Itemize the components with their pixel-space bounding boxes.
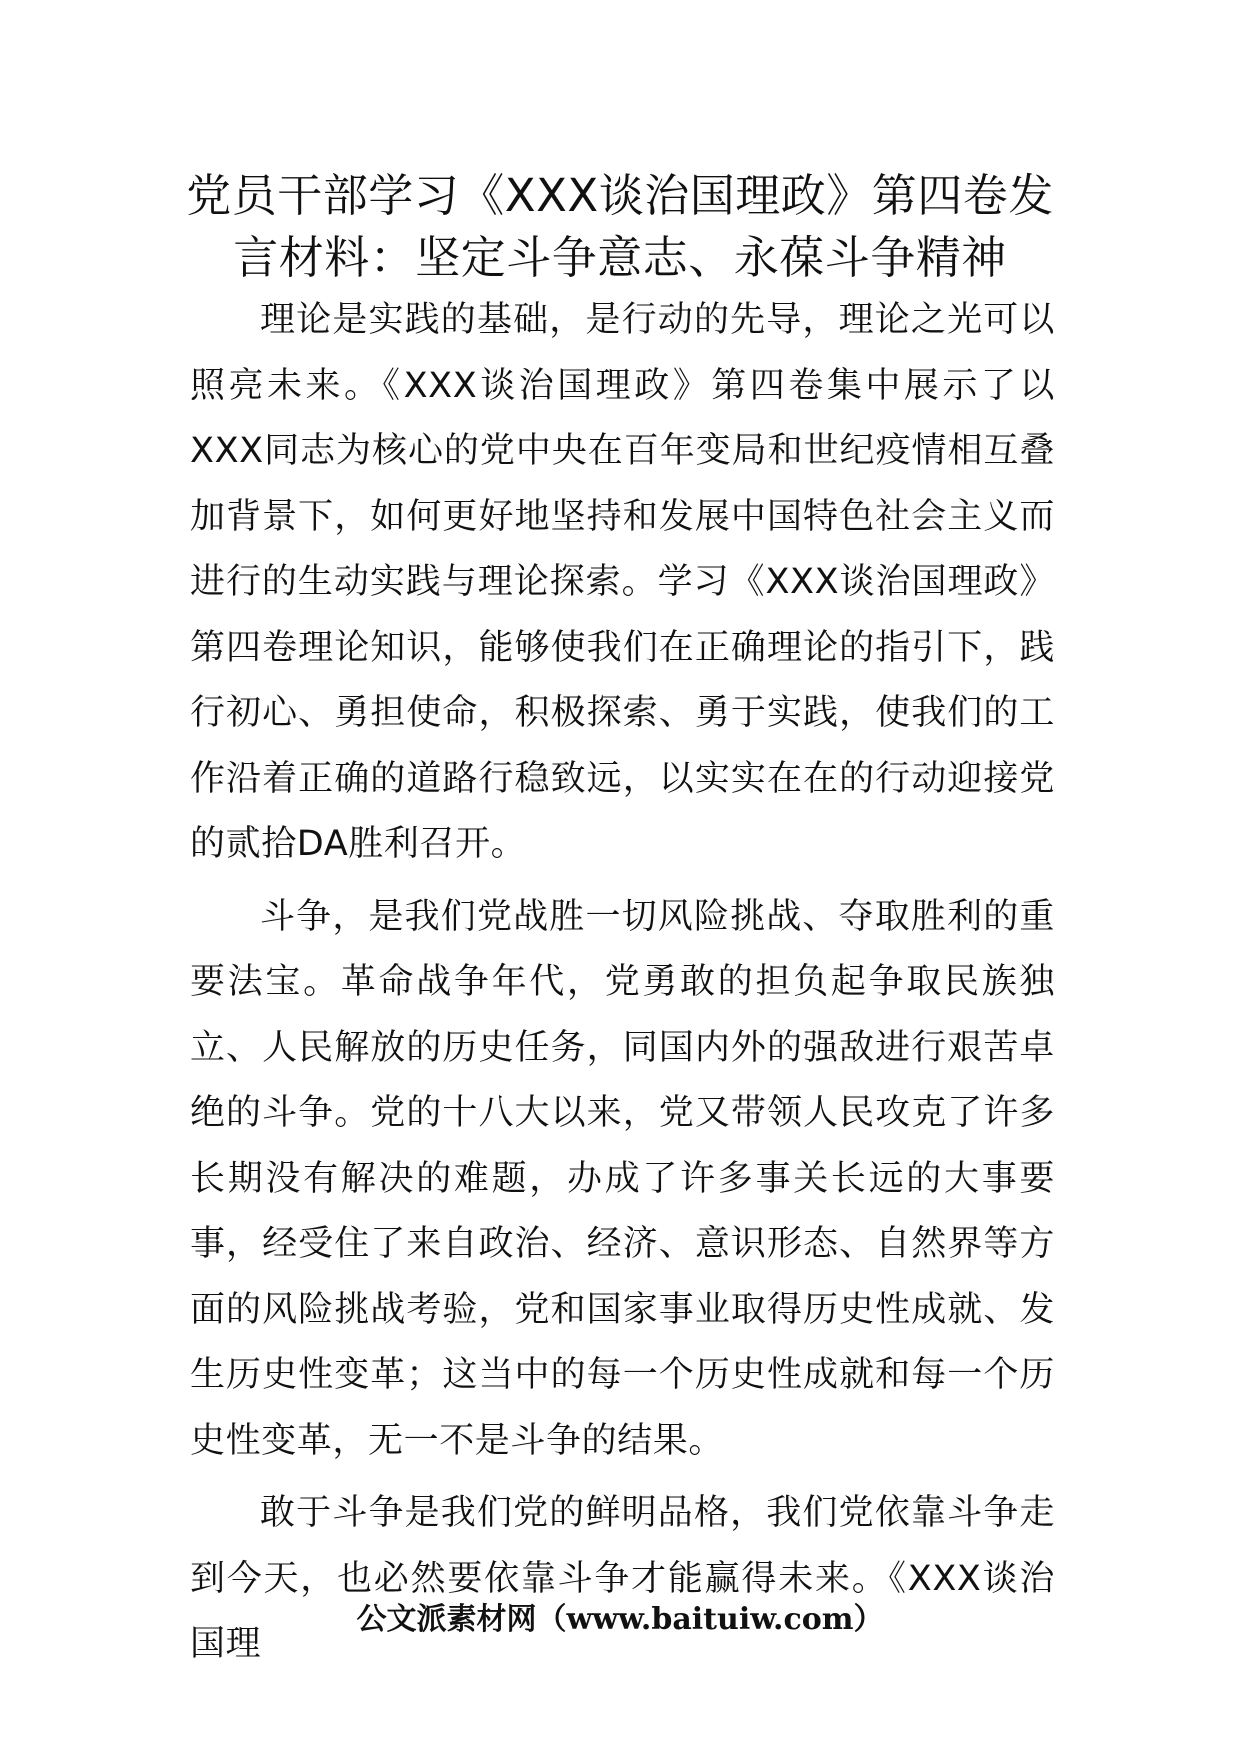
paragraph-3: 敢于斗争是我们党的鲜明品格，我们党依靠斗争走到今天，也必然要依靠斗争才能赢得未来。《XXX谈治国理 <box>190 1493 1055 1664</box>
paragraph-1: 理论是实践的基础，是行动的先导，理论之光可以照亮未来。《XXX谈治国理政》第四卷集中展示了以XXX同志为核心的党中央在百年变局和世纪疫情相互叠加背景下，如何更好地坚持和发展中国特色社会主义而进行的生动实践与理论探索。学习《XXX谈治国理政》第四卷理论知识，能够使我们在正确理论的指引下，践行初心、勇担使命，积极探索、勇于实践，使我们的工作沿着正确的道路行稳致远，以实实在在的行动迎接党的贰拾DA胜利召开。 <box>190 300 1055 864</box>
page-footer-watermark: 公文派素材网（www.baituiw.com） <box>356 1602 884 1637</box>
document-body <box>190 288 1055 1685</box>
document-title: 党员干部学习《XXX谈治国理政》第四卷发言材料：坚定斗争意志、永葆斗争精神 <box>186 169 1054 284</box>
paragraph-2: 斗争，是我们党战胜一切风险挑战、夺取胜利的重要法宝。革命战争年代，党勇敢的担负起争取民族独立、人民解放的历史任务，同国内外的强敌进行艰苦卓绝的斗争。党的十八大以来，党又带领人民攻克了许多长期没有解决的难题，办成了许多事关长远的大事要事，经受住了来自政治、经济、意识形态、自然界等方面的风险挑战考验，党和国家事业取得历史性成就、发生历史性变革；这当中的每一个历史性成就和每一个历史性变革，无一不是斗争的结果。 <box>190 896 1055 1461</box>
